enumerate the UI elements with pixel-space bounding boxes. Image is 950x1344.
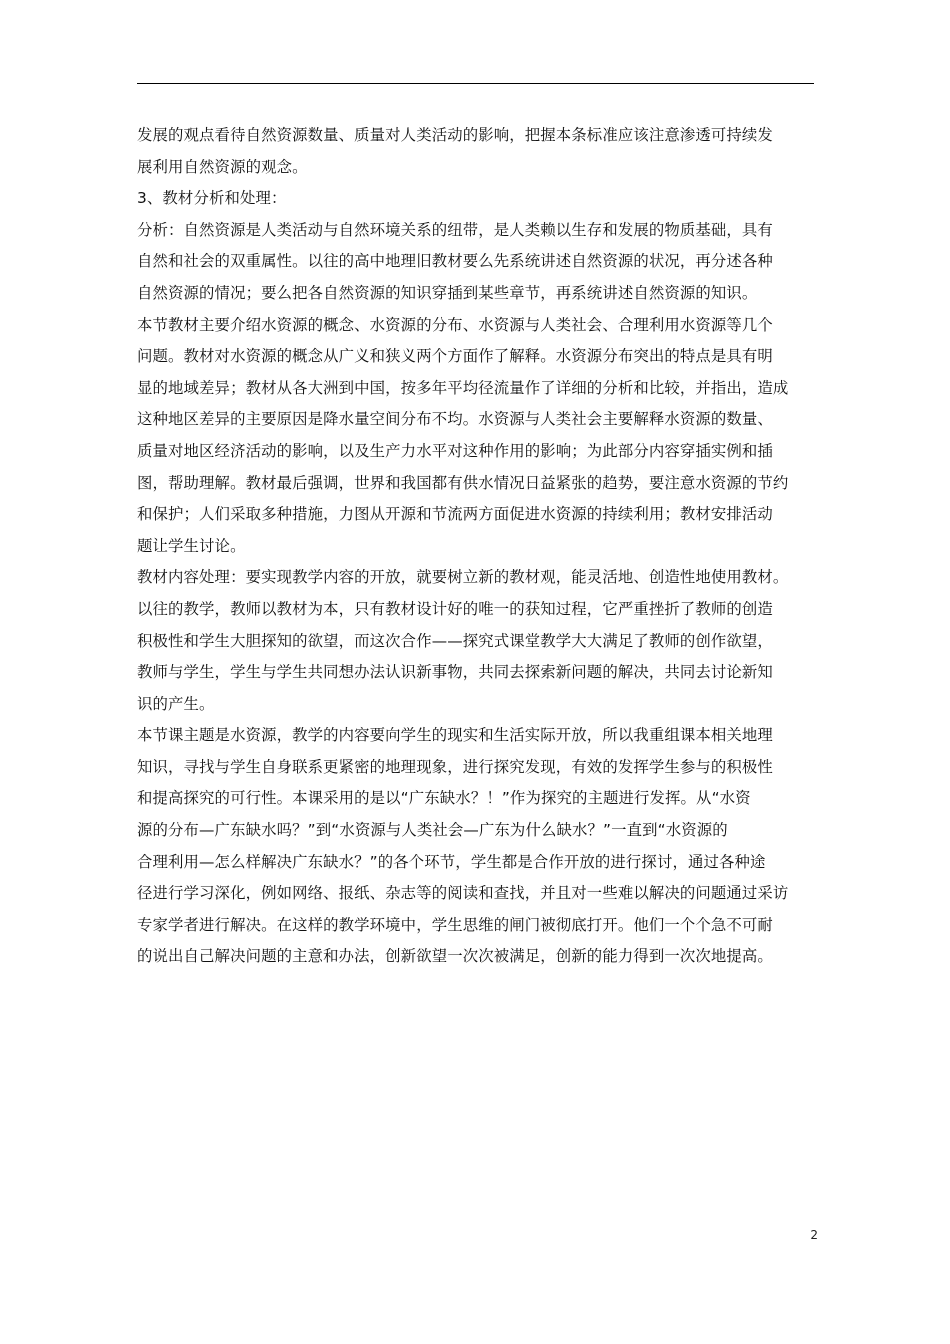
text-line: 题让学生讨论。	[137, 536, 246, 555]
text-line: 识的产生。	[137, 694, 215, 713]
text-line: 本节课主题是水资源，教学的内容要向学生的现实和生活实际开放，所以我重组课本相关地理	[137, 726, 773, 745]
text-line: 发展的观点看待自然资源数量、质量对人类活动的影响，把握本条标准应该注意渗透可持续发	[137, 126, 773, 144]
page-number: 2	[810, 1228, 818, 1242]
header-rule	[137, 83, 814, 84]
text-line: 合理利用—怎么样解决广东缺水？”的各个环节，学生都是合作开放的进行探讨，通过各种途	[137, 852, 766, 871]
text-line: 教师与学生，学生与学生共同想办法认识新事物，共同去探索新问题的解决，共同去讨论新知	[137, 663, 773, 682]
text-line: 问题。教材对水资源的概念从广义和狭义两个方面作了解释。水资源分布突出的特点是具有明	[137, 347, 773, 366]
text-line: 图，帮助理解。教材最后强调，世界和我国都有供水情况日益紧张的趋势，要注意水资源的节约	[137, 473, 789, 492]
text-line: 积极性和学生大胆探知的欲望，而这次合作——探究式课堂教学大大满足了教师的创作欲望，	[137, 631, 773, 650]
text-line: 教材内容处理：要实现教学内容的开放，就要树立新的教材观，能灵活地、创造性地使用教材。	[137, 568, 789, 587]
text-line: 和保护；人们采取多种措施，力图从开源和节流两方面促进水资源的持续利用；教材安排活动	[137, 505, 773, 524]
text-line: 质量对地区经济活动的影响，以及生产力水平对这种作用的影响；为此部分内容穿插实例和插	[137, 441, 773, 460]
text-line: 展利用自然资源的观念。	[137, 157, 308, 176]
text-line: 源的分布—广东缺水吗？”到“水资源与人类社会—广东为什么缺水？”一直到“水资源的	[137, 821, 728, 840]
text-line: 径进行学习深化，例如网络、报纸、杂志等的阅读和查找，并且对一些难以解决的问题通过采访	[137, 884, 789, 903]
text-line: 自然和社会的双重属性。以往的高中地理旧教材要么先系统讲述自然资源的状况，再分述各种	[137, 252, 773, 271]
text-line: 显的地域差异；教材从各大洲到中国，按多年平均径流量作了详细的分析和比较，并指出，造成	[137, 378, 789, 397]
document-body	[137, 120, 817, 973]
text-line: 以往的教学，教师以教材为本，只有教材设计好的唯一的获知过程，它严重挫折了教师的创造	[137, 599, 773, 618]
text-line: 的说出自己解决问题的主意和办法，创新欲望一次次被满足，创新的能力得到一次次地提高。	[137, 947, 773, 966]
text-line: 分析：自然资源是人类活动与自然环境关系的纽带，是人类赖以生存和发展的物质基础，具有	[137, 220, 773, 239]
text-line: 专家学者进行解决。在这样的教学环境中，学生思维的闸门被彻底打开。他们一个个急不可耐	[137, 915, 773, 934]
text-line: 这种地区差异的主要原因是降水量空间分布不均。水资源与人类社会主要解释水资源的数量、	[137, 410, 773, 429]
section-heading: 3、教材分析和处理：	[137, 189, 287, 208]
text-line: 和提高探究的可行性。本课采用的是以“广东缺水？！”作为探究的主题进行发挥。从“水资	[137, 789, 751, 808]
text-line: 自然资源的情况；要么把各自然资源的知识穿插到某些章节，再系统讲述自然资源的知识。	[137, 283, 758, 302]
text-line: 本节教材主要介绍水资源的概念、水资源的分布、水资源与人类社会、合理利用水资源等几个	[137, 315, 773, 334]
text-line: 知识，寻找与学生自身联系更紧密的地理现象，进行探究发现，有效的发挥学生参与的积极性	[137, 757, 773, 776]
